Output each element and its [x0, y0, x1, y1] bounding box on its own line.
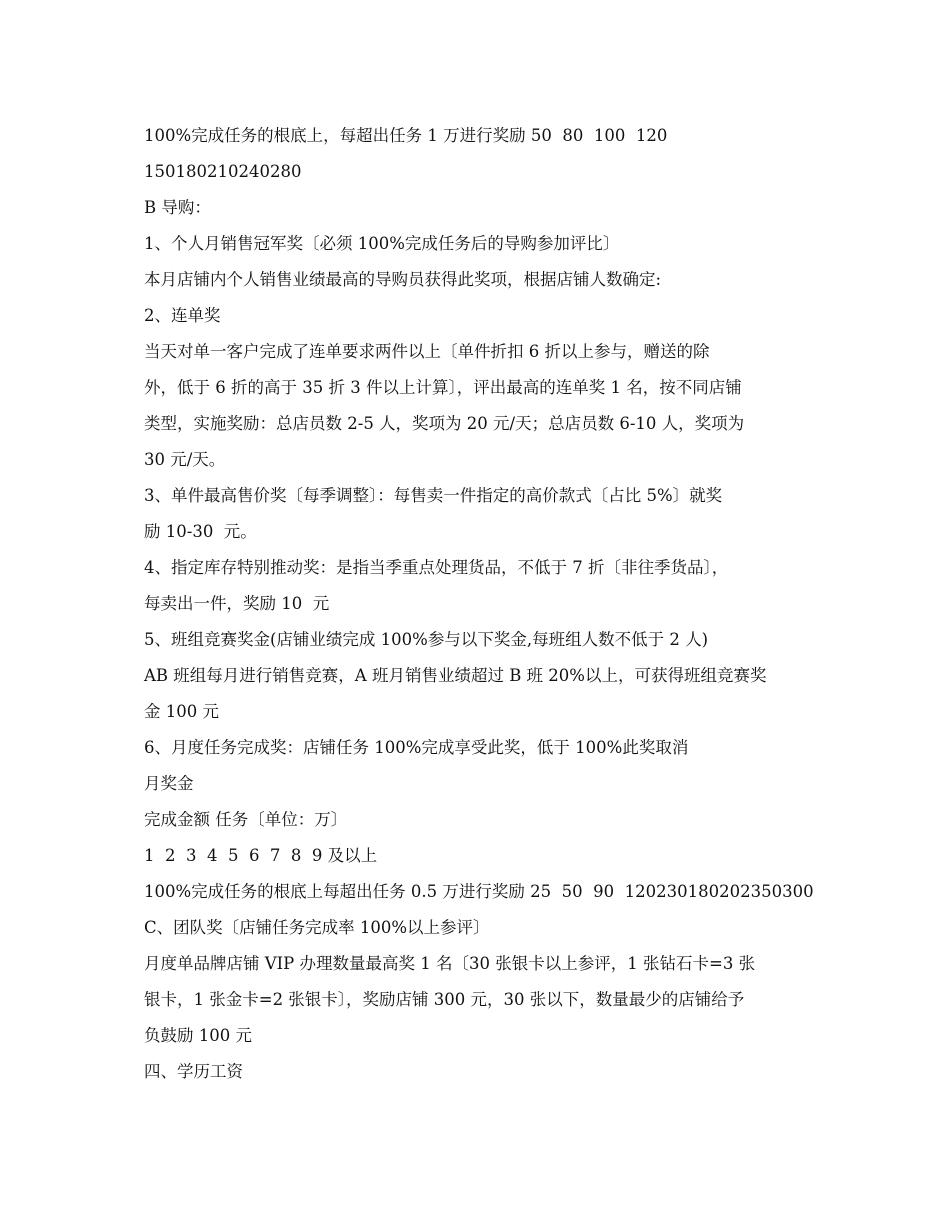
text-line: B 导购：	[144, 198, 211, 217]
text-line: 外，低于 6 折的高于 35 折 3 件以上计算〕，评出最高的连单奖 1 名，按不同店铺	[144, 378, 742, 397]
text-line: 30 元/天。	[144, 450, 226, 469]
text-line: 银卡，1 张金卡=2 张银卡〕，奖励店铺 300 元，30 张以下，数量最少的店铺给予	[144, 990, 745, 1009]
text-line: 每卖出一件，奖励 10 元	[144, 594, 330, 613]
text-line: 月奖金	[144, 774, 194, 793]
text-line: 2、连单奖	[144, 306, 221, 325]
text-line: AB 班组每月进行销售竞赛，A 班月销售业绩超过 B 班 20%以上，可获得班组竞赛奖	[144, 666, 767, 685]
text-line: 本月店铺内个人销售业绩最高的导购员获得此奖项，根据店铺人数确定:	[144, 270, 662, 289]
text-line: C、团队奖〔店铺任务完成率 100%以上参评〕	[144, 918, 490, 937]
text-line: 四、学历工资	[144, 1062, 243, 1081]
text-line: 1、个人月销售冠军奖〔必须 100%完成任务后的导购参加评比〕	[144, 234, 620, 253]
text-line: 100%完成任务的根底上，每超出任务 1 万进行奖励 50 80 100 120	[144, 126, 668, 145]
text-line: 励 10-30 元。	[144, 522, 257, 541]
text-line: 负鼓励 100 元	[144, 1026, 252, 1045]
text-line: 150180210240280	[144, 162, 302, 181]
text-line: 类型，实施奖励：总店员数 2-5 人，奖项为 20 元/天；总店员数 6-10 人，奖项为	[144, 414, 745, 433]
text-line: 3、单件最高售价奖〔每季调整〕：每售卖一件指定的高价款式〔占比 5%〕就奖	[144, 486, 723, 505]
text-line: 月度单品牌店铺 VIP 办理数量最高奖 1 名〔30 张银卡以上参评，1 张钻石卡=3 张	[144, 954, 756, 973]
text-line: 100%完成任务的根底上每超出任务 0.5 万进行奖励 25 50 90 120230180202350300	[144, 882, 814, 901]
document-body	[144, 118, 816, 1090]
text-line: 当天对单一客户完成了连单要求两件以上〔单件折扣 6 折以上参与，赠送的除	[144, 342, 710, 361]
text-line: 6、月度任务完成奖：店铺任务 100%完成享受此奖，低于 100%此奖取消	[144, 738, 689, 757]
text-line: 5、班组竞赛奖金(店铺业绩完成 100%参与以下奖金,每班组人数不低于 2 人)	[144, 630, 709, 649]
text-line: 1 2 3 4 5 6 7 8 9 及以上	[144, 846, 378, 865]
text-line: 4、指定库存特别推动奖：是指当季重点处理货品，不低于 7 折〔非往季货品〕，	[144, 558, 729, 577]
text-line: 完成金额 任务〔单位：万〕	[144, 810, 348, 829]
text-line: 金 100 元	[144, 702, 219, 721]
